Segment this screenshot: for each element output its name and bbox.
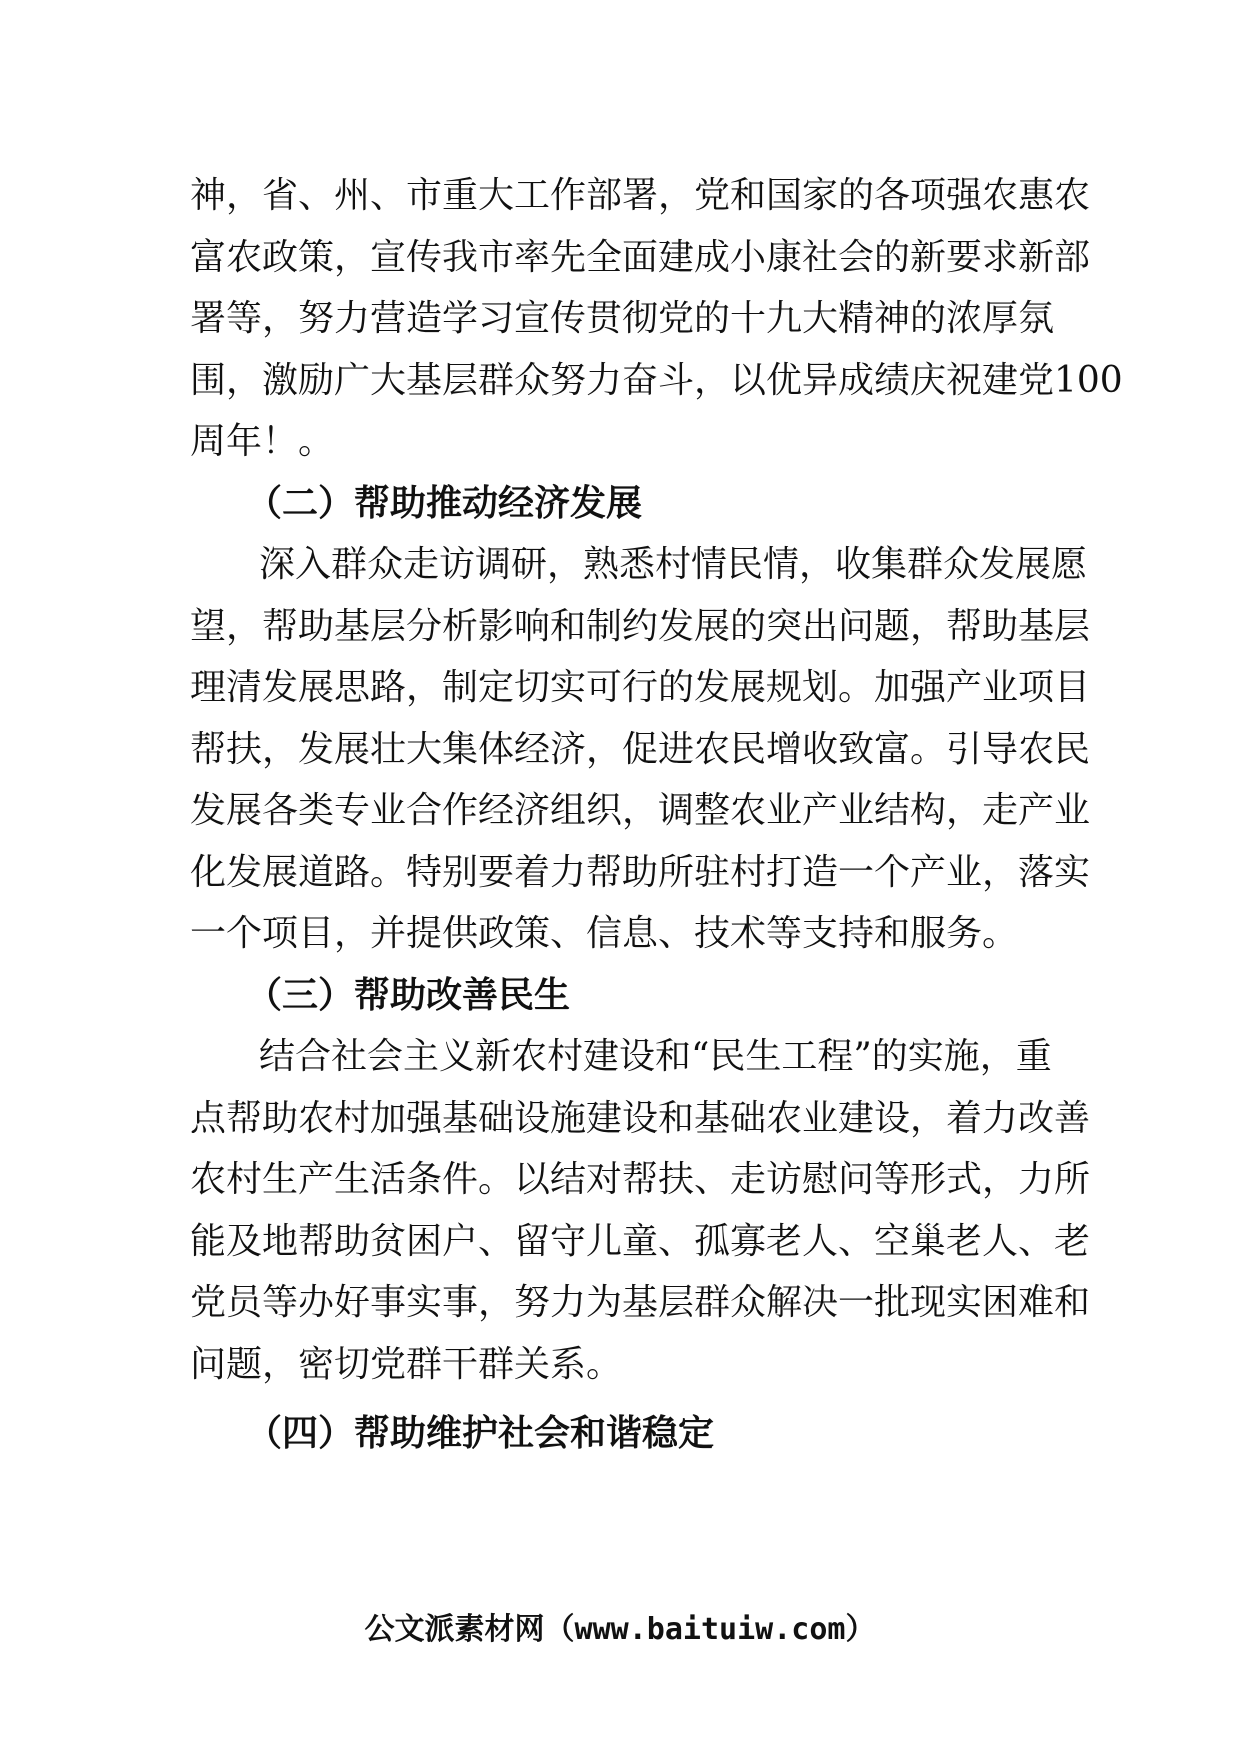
section-2-paragraph (190, 534, 1091, 965)
paragraph-line: 周年！。 (190, 421, 335, 462)
paragraph-line: 神，省、州、市重大工作部署，党和国家的各项强农惠农 (190, 175, 1091, 216)
paragraph-line: 署等，努力营造学习宣传贯彻党的十九大精神的浓厚氛 (190, 298, 1055, 339)
paragraph-line: 党员等办好事实事，努力为基层群众解决一批现实困难和 (190, 1282, 1091, 1323)
paragraph-line: 问题，密切党群干群关系。 (190, 1343, 623, 1385)
section-heading-2: （二）帮助推动经济发展 (246, 482, 643, 524)
paragraph-line: 点帮助农村加强基础设施建设和基础农业建设，着力改善 (190, 1097, 1091, 1139)
paragraph-line: 发展各类专业合作经济组织，调整农业产业结构，走产业 (190, 790, 1091, 831)
footer-watermark (0, 1610, 1240, 1650)
paragraph-line: 化发展道路。特别要着力帮助所驻村打造一个产业，落实 (190, 851, 1091, 893)
paragraph-line: 帮扶，发展壮大集体经济，促进农民增收致富。引导农民 (190, 728, 1091, 770)
footer-site-name: 公文派素材网 (364, 1612, 545, 1647)
paragraph-line: 能及地帮助贫困户、留守儿童、孤寡老人、空巢老人、老 (190, 1220, 1091, 1262)
document-body (190, 165, 1123, 1465)
section-heading-4: （四）帮助维护社会和谐稳定 (246, 1413, 715, 1454)
paragraph-line: 富农政策，宣传我市率先全面建成小康社会的新要求新部 (190, 236, 1091, 278)
paragraph-line: 结合社会主义新农村建设和“民生工程”的实施，重 (259, 1036, 1052, 1077)
section-heading-3: （三）帮助改善民生 (246, 974, 571, 1016)
paragraph-line: 望，帮助基层分析影响和制约发展的突出问题，帮助基层 (190, 605, 1091, 647)
section-3-paragraph (190, 1026, 1091, 1395)
paragraph-line: 围，激励广大基层群众努力奋斗，以优异成绩庆祝建党100 (190, 359, 1123, 401)
paragraph-line: 一个项目，并提供政策、信息、技术等支持和服务。 (190, 913, 1019, 954)
paragraph-line: 理清发展思路，制定切实可行的发展规划。加强产业项目 (190, 667, 1091, 708)
paragraph-line: 深入群众走访调研，熟悉村情民情，收集群众发展愿 (259, 544, 1088, 585)
intro-paragraph (190, 165, 1123, 473)
footer-url: （www.baituiw.com） (544, 1612, 876, 1647)
paragraph-line: 农村生产生活条件。以结对帮扶、走访慰问等形式，力所 (190, 1159, 1091, 1200)
